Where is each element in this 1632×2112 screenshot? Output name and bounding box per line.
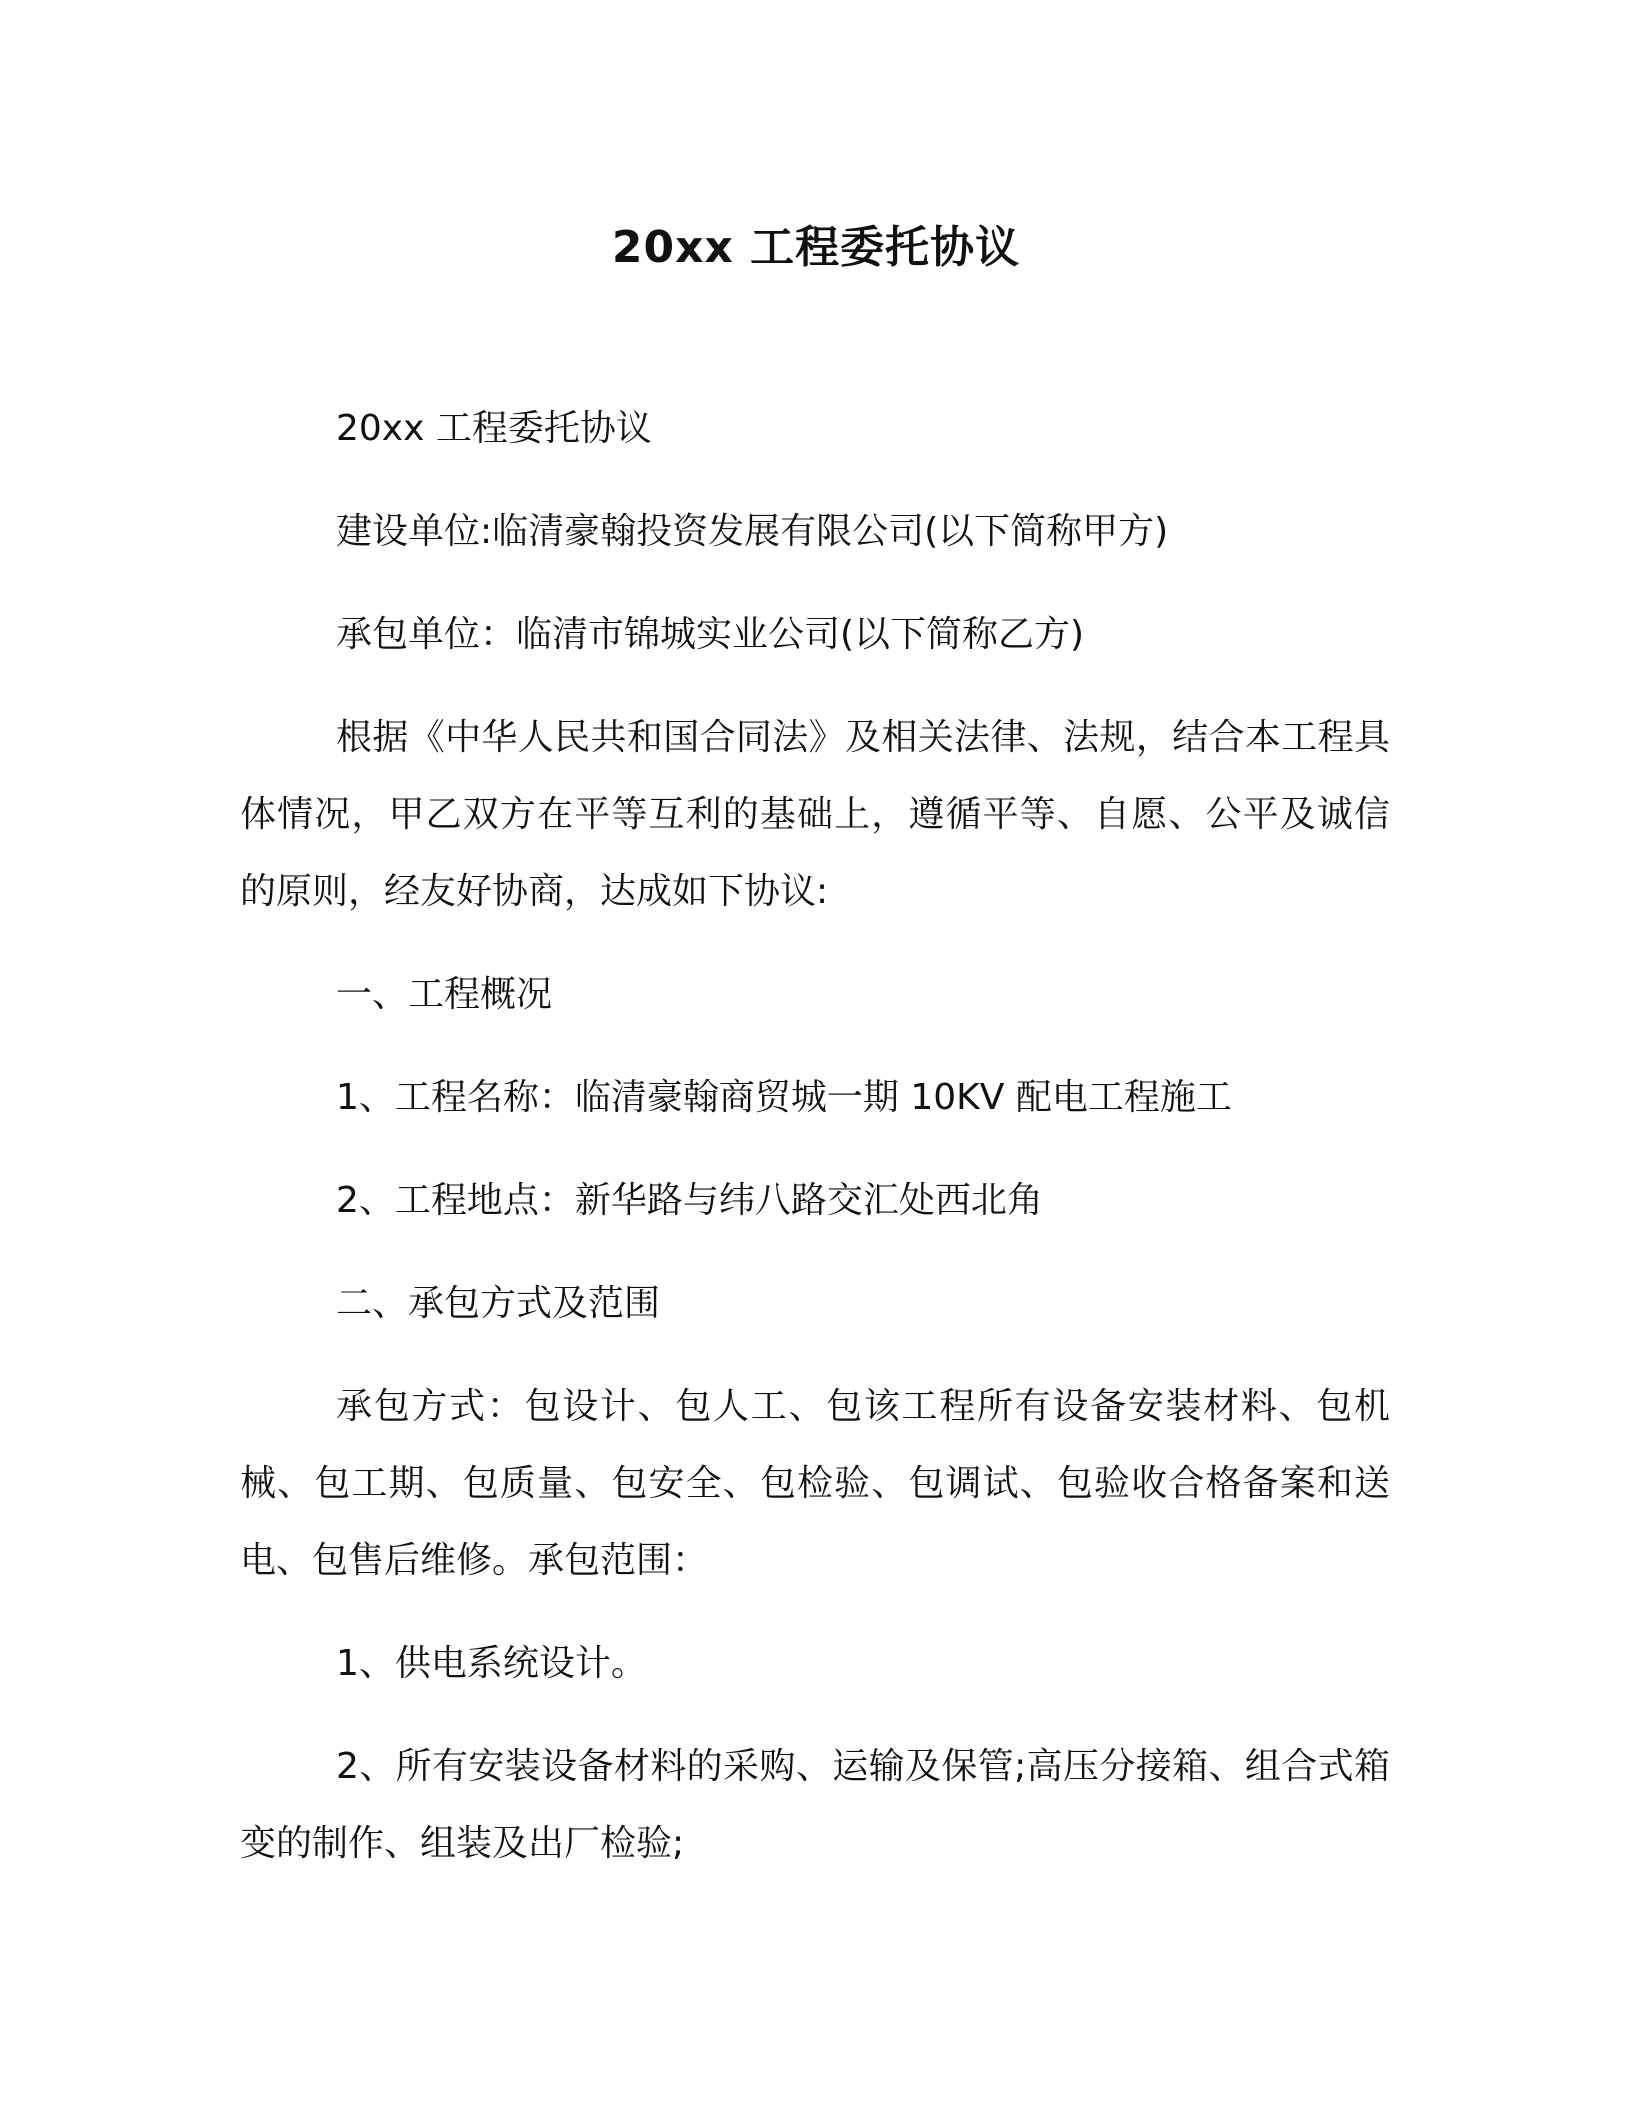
paragraph-scope-item-1: 1、供电系统设计。: [336, 1643, 647, 1684]
document-body: [240, 390, 1390, 1908]
paragraph-project-name: 1、工程名称：临清豪翰商贸城一期 10KV 配电工程施工: [336, 1077, 1232, 1118]
paragraph-preamble: 根据《中华人民共和国合同法》及相关法律、法规，结合本工程具体情况，甲乙双方在平等互利的基础上，遵循平等、自愿、公平及诚信的原则，经友好协商，达成如下协议:: [240, 717, 1390, 912]
paragraph-project-location: 2、工程地点：新华路与纬八路交汇处西北角: [336, 1180, 1043, 1221]
document-title: 20xx 工程委托协议: [611, 222, 1021, 273]
section-heading-project-overview: 一、工程概况: [336, 974, 553, 1015]
paragraph-heading: 20xx 工程委托协议: [336, 408, 652, 449]
paragraph-contractor-unit: 承包单位：临清市锦城实业公司(以下简称乙方): [336, 614, 1085, 655]
paragraph-contract-method: 承包方式：包设计、包人工、包该工程所有设备安装材料、包机械、包工期、包质量、包安全、包检验、包调试、包验收合格备案和送电、包售后维修。承包范围：: [240, 1386, 1390, 1581]
paragraph-scope-item-2: 2、所有安装设备材料的采购、运输及保管;高压分接箱、组合式箱变的制作、组装及出厂检验;: [240, 1746, 1390, 1864]
paragraph-construction-unit: 建设单位:临清豪翰投资发展有限公司(以下简称甲方): [336, 511, 1169, 552]
section-heading-contract-scope: 二、承包方式及范围: [336, 1283, 661, 1324]
